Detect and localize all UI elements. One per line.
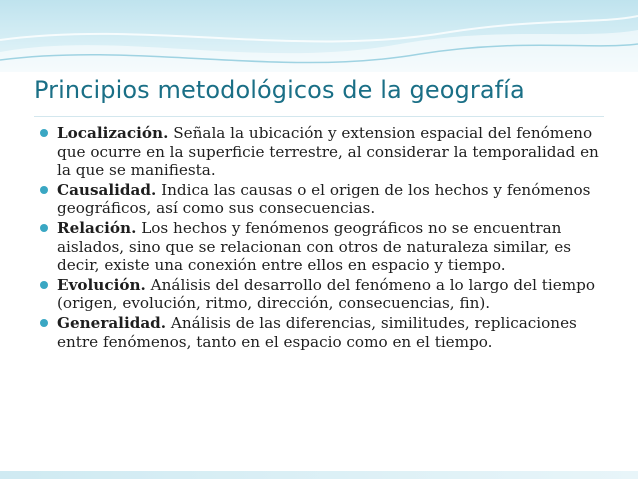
wave-decoration — [0, 0, 638, 72]
slide-title: Principios metodológicos de la geografía — [34, 76, 525, 104]
bullet-icon — [40, 186, 48, 194]
header-decoration — [0, 0, 638, 72]
list-item — [40, 276, 615, 313]
item-term: Generalidad. — [57, 313, 167, 332]
item-text: Señala la ubicación y extension espacial del fenómeno que ocurre en la superficie terrestre, al considerar la temporalidad en la que se manifiesta. — [57, 124, 599, 180]
list-item — [40, 314, 615, 351]
bullet-list — [40, 124, 615, 352]
item-text: Indica las causas o el origen de los hechos y fenómenos geográficos, así como sus consecuencias. — [57, 180, 591, 218]
bullet-icon — [40, 129, 48, 137]
item-term: Localización. — [57, 124, 169, 142]
item-term: Relación. — [57, 218, 137, 237]
list-item — [40, 219, 615, 275]
item-text: Los hechos y fenómenos geográficos no se encuentran aislados, sino que se relacionan con otros de naturaleza similar, es decir, existe una conexión entre ellos en espacio y tiempo. — [57, 218, 572, 275]
bullet-icon — [40, 319, 48, 327]
item-term: Evolución. — [57, 275, 146, 294]
item-term: Causalidad. — [57, 180, 157, 199]
bullet-icon — [40, 224, 48, 232]
item-text: Análisis de las diferencias, similitudes, replicaciones entre fenómenos, tanto en el espacio como en el tiempo. — [57, 313, 577, 351]
title-divider — [34, 116, 604, 117]
bullet-icon — [40, 281, 48, 289]
list-item — [40, 181, 615, 218]
list-item — [40, 124, 615, 180]
footer-decoration — [0, 471, 638, 479]
item-text: Análisis del desarrollo del fenómeno a lo largo del tiempo (origen, evolución, ritmo, dirección, consecuencias, fin). — [57, 275, 596, 313]
